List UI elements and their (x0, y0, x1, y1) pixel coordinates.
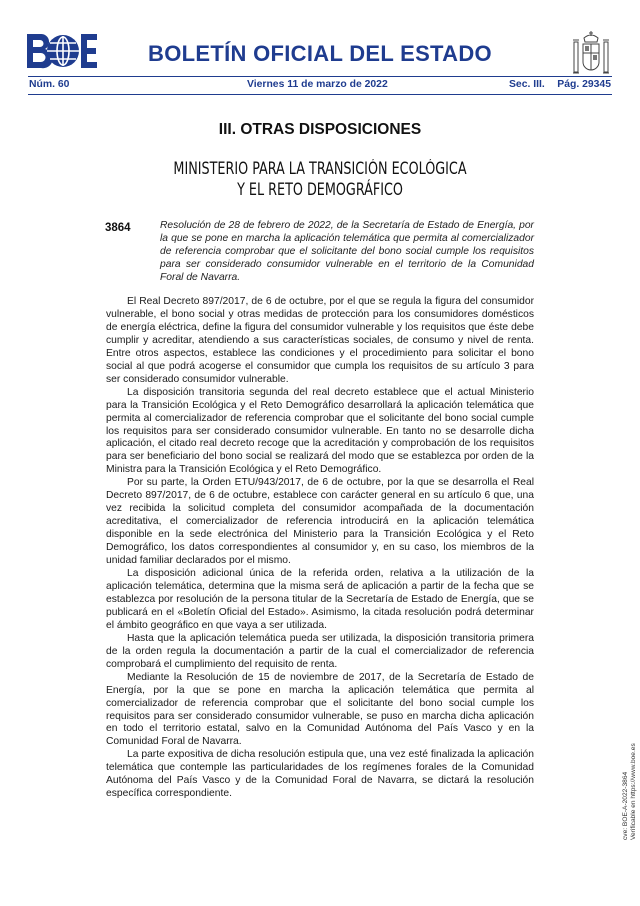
paragraph: El Real Decreto 897/2017, de 6 de octubre, por el que se regula la figura del consumidor vulnerable, el bono social y otras medidas de protección para los consumidores domésticos de energía eléctrica, define la figura del consumidor vulnerable y los requisitos que éste debe cumplir y acreditar, atendiendo a sus características sociales, de consumo y nivel de renta. Entre otros aspectos, establece las condiciones y el procedimiento para solicitar el bono social al que podrá acogerse el consumidor que cumpla los requisitos de su artículo 3 para ser considerado consumidor vulnerable. (106, 296, 534, 385)
section-title: III. OTRAS DISPOSICIONES (218, 121, 422, 138)
issue-meta (29, 79, 611, 93)
header-rule-bottom (28, 94, 612, 95)
ministry-heading (45, 158, 595, 200)
paragraph: Mediante la Resolución de 15 de noviembre de 2017, de la Secretaría de Estado de Energía, por la que se pone en marcha la aplicación telemática que permita al comercializador de referencia comprobar que el solicitante del bono social cumple los requisitos para ser considerado consumidor vulnerable, se puso en marcha dicha aplicación en todo el territorio estatal, salvo en la Comunidad Autónoma del País Vasco y en la Comunidad Foral de Navarra. (106, 671, 534, 748)
coat-of-arms-of-spain-icon (572, 30, 610, 78)
section-label: Sec. III. (509, 79, 545, 90)
document-body (106, 296, 534, 801)
document-number: 3864 (105, 222, 131, 234)
verification-url[interactable]: Verificable en https://www.boe.es (630, 743, 637, 840)
issue-date: Viernes 11 de marzo de 2022 (247, 79, 388, 90)
issue-number: Núm. 60 (29, 79, 70, 90)
ministry-line-2: Y EL RETO DEMOGRÁFICO (237, 180, 403, 199)
verification-note (622, 743, 638, 840)
cve-code: cve: BOE-A-2022-3864 (622, 771, 629, 840)
paragraph: La disposición adicional única de la referida orden, relativa a la utilización de la aplicación telemática, determina que la misma será de aplicación a partir de la fecha que se establezca por resolución de la persona titular de la Secretaría de Estado de Energía, que se publicará en el «Boletín Oficial del Estado». Asimismo, la citada resolución podrá determinar el ámbito geográfico en que vaya a ser utilizada. (106, 568, 534, 631)
ministry-line-1: MINISTERIO PARA LA TRANSICIÓN ECOLÓGICA (173, 159, 467, 178)
paragraph: La parte expositiva de dicha resolución estipula que, una vez esté finalizada la aplicación telemática que contemple las particularidades de los regímenes forales de la Comunidad Autónoma del País Vasco y de la Comunidad Foral de Navarra, se dictará la resolución específica correspondiente. (106, 749, 534, 800)
page-number: Pág. 29345 (557, 79, 611, 90)
header-rule-top (28, 76, 612, 77)
site-title: BOLETÍN OFICIAL DEL ESTADO (148, 41, 492, 66)
paragraph: Hasta que la aplicación telemática pueda ser utilizada, la disposición transitoria primera de la orden regula la documentación a partir de la cual el comercializador de referencia comprobará el cumplimiento del requisito de renta. (106, 632, 534, 670)
paragraph: Por su parte, la Orden ETU/943/2017, de 6 de octubre, por la que se desarrolla el Real Decreto 897/2017, de 6 de octubre, establece con carácter general en su artículo 6 que, una vez recibida la solicitud completa del consumidor acompañada de la documentación acreditativa, el comercializador de referencia introducirá en la aplicación telemática disponible en la sede electrónica del Ministerio para la Transición Ecológica y el Reto Demográfico, los datos correspondientes al consumidor y, en su caso, los miembros de la unidad familiar declarados por el mismo. (106, 477, 534, 567)
document-summary: Resolución de 28 de febrero de 2022, de la Secretaría de Estado de Energía, por la que se pone en marcha la aplicación telemática que permita al comercializador de referencia comprobar que el solicitante del bono social cumple los requisitos para ser considerado consumidor vulnerable en el territorio de la Comunidad Foral de Navarra. (160, 220, 534, 284)
paragraph: La disposición transitoria segunda del real decreto establece que el actual Ministerio para la Transición Ecológica y el Reto Demográfico desarrollará la aplicación telemática que permita al comercializador de referencia comprobar que el solicitante del bono social cumple los requisitos para ser considerado consumidor vulnerable. En tanto no se desarrolle dicha aplicación, el citado real decreto recoge que la acreditación y comprobación de los requisitos para ser beneficiario del bono social se realizará del modo que se establezca por orden de la Ministra para la Transición Ecológica y el Reto Demográfico. (106, 386, 534, 476)
